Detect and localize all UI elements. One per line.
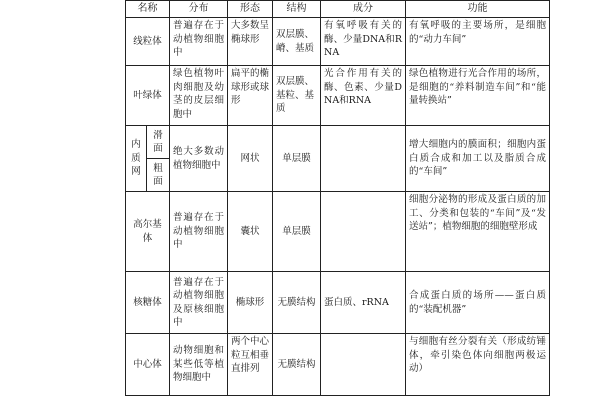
- row-composition: [321, 334, 406, 396]
- row-distribution: 绝大多数动植物细胞中: [170, 126, 228, 192]
- row-name: 中心体: [125, 334, 170, 396]
- header-distribution: 分布: [170, 0, 228, 18]
- row-composition: 蛋白质、rRNA: [321, 272, 406, 334]
- row-subtype-rough: 粗面: [147, 159, 170, 192]
- row-name: 高尔基体: [125, 192, 170, 272]
- header-function: 功能: [406, 0, 550, 18]
- row-composition: [321, 192, 406, 272]
- row-composition: [321, 126, 406, 192]
- row-composition: 光合作用有关的酶、色素、少量DNA和RNA: [321, 66, 406, 126]
- row-function: 细胞分泌物的形成及蛋白质的加工、分类和包装的“车间”及“发送站”；植物细胞的细胞壁形成: [406, 192, 550, 272]
- row-function: 增大细胞内的膜面积；细胞内蛋白质合成和加工以及脂质合成的“车间”: [406, 126, 550, 192]
- row-function: 与细胞有丝分裂有关（形成纺锤体，牵引染色体向细胞两极运动）: [406, 334, 550, 396]
- row-shape: 囊状: [228, 192, 273, 272]
- header-structure: 结构: [273, 0, 321, 18]
- row-composition: 有氧呼吸有关的酶、少量DNA和RNA: [321, 18, 406, 66]
- row-function: 合成蛋白质的场所——蛋白质的“装配机器”: [406, 272, 550, 334]
- row-distribution: 绿色植物叶肉细胞及幼茎的皮层细胞中: [170, 66, 228, 126]
- row-distribution: 动物细胞和某些低等植物细胞中: [170, 334, 228, 396]
- row-shape: 扁平的椭球形或球形: [228, 66, 273, 126]
- row-structure: 无膜结构: [273, 334, 321, 396]
- row-shape: 网状: [228, 126, 273, 192]
- row-function: 绿色植物进行光合作用的场所，是细胞的“养料制造车间”和“能量转换站”: [406, 66, 550, 126]
- row-distribution: 普遍存在于动植物细胞中: [170, 192, 228, 272]
- row-structure: 双层膜、嵴、基质: [273, 18, 321, 66]
- row-name: 内质网: [125, 126, 147, 192]
- row-shape: 椭球形: [228, 272, 273, 334]
- row-function: 有氧呼吸的主要场所，是细胞的“动力车间”: [406, 18, 550, 66]
- row-structure: 双层膜、基粒、基质: [273, 66, 321, 126]
- row-structure: 单层膜: [273, 126, 321, 192]
- row-name: 线粒体: [125, 18, 170, 66]
- row-structure: 单层膜: [273, 192, 321, 272]
- header-shape: 形态: [228, 0, 273, 18]
- organelle-table: [125, 0, 550, 396]
- header-name: 名称: [125, 0, 170, 18]
- row-name: 叶绿体: [125, 66, 170, 126]
- row-distribution: 普遍存在于动植物细胞及原核细胞中: [170, 272, 228, 334]
- row-structure: 无膜结构: [273, 272, 321, 334]
- row-shape: 大多数呈椭球形: [228, 18, 273, 66]
- row-distribution: 普遍存在于动植物细胞中: [170, 18, 228, 66]
- row-name: 核糖体: [125, 272, 170, 334]
- header-composition: 成分: [321, 0, 406, 18]
- row-subtype-smooth: 滑面: [147, 126, 170, 159]
- row-shape: 两个中心粒互相垂直排列: [228, 334, 273, 396]
